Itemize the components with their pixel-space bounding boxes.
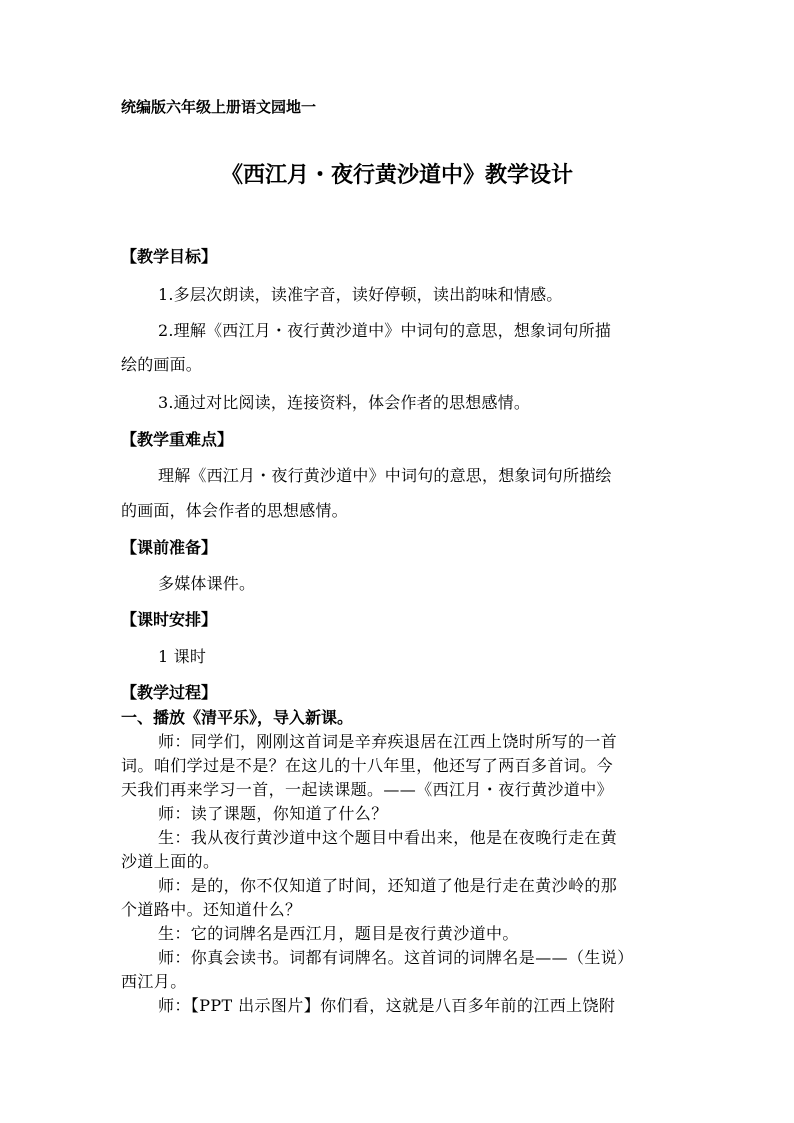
goals-heading: 【教学目标】 bbox=[121, 247, 218, 266]
process-line-5: 生：我从夜行黄沙道中这个题目中看出来，他是在夜晚行走在黄 bbox=[158, 828, 618, 847]
goal-item-2: 2.理解《西江月・夜行黄沙道中》中词句的意思，想象词句所描 bbox=[158, 321, 612, 340]
process-line-3: 天我们再来学习一首，一起读课题。——《西江月・夜行黄沙道中》 bbox=[121, 780, 614, 799]
process-line-10: 师：你真会读书。词都有词牌名。这首词的词牌名是——（生说） bbox=[158, 948, 634, 967]
preparation-heading: 【课前准备】 bbox=[121, 538, 218, 557]
process-line-9: 生：它的词牌名是西江月，题目是夜行黄沙道中。 bbox=[158, 924, 519, 943]
goal-item-3: 3.通过对比阅读，连接资料，体会作者的思想感情。 bbox=[158, 393, 531, 412]
schedule-heading: 【课时安排】 bbox=[121, 610, 218, 629]
process-line-6: 沙道上面的。 bbox=[121, 852, 220, 871]
schedule-text: 1 课时 bbox=[158, 647, 207, 666]
process-line-2: 词。咱们学过是不是？在这儿的十八年里，他还写了两百多首词。今 bbox=[121, 756, 614, 775]
process-heading: 【教学过程】 bbox=[121, 683, 218, 702]
goal-item-1: 1.多层次朗读，读准字音，读好停顿，读出韵味和情感。 bbox=[158, 285, 563, 304]
process-line-12: 师：【PPT 出示图片】你们看，这就是八百多年前的江西上饶附 bbox=[158, 996, 616, 1015]
preparation-text: 多媒体课件。 bbox=[158, 574, 256, 593]
process-line-11: 西江月。 bbox=[121, 972, 187, 991]
goal-item-2-cont: 绘的画面。 bbox=[121, 355, 203, 374]
page-title: 《西江月・夜行黄沙道中》教学设计 bbox=[220, 162, 573, 188]
process-line-1: 师：同学们，刚刚这首词是辛弃疾退居在江西上饶时所写的一首 bbox=[158, 732, 618, 751]
key-points-heading: 【教学重难点】 bbox=[121, 430, 234, 449]
process-line-4: 师：读了课题，你知道了什么？ bbox=[158, 804, 388, 823]
series-title: 统编版六年级上册语文园地一 bbox=[121, 98, 317, 116]
key-points-line-2: 的画面，体会作者的思想感情。 bbox=[121, 501, 348, 520]
process-step-1-title: 一、播放《清平乐》，导入新课。 bbox=[121, 708, 354, 727]
process-line-7: 师：是的，你不仅知道了时间，还知道了他是行走在黄沙岭的那 bbox=[158, 876, 618, 895]
key-points-line-1: 理解《西江月・夜行黄沙道中》中词句的意思，想象词句所描绘 bbox=[158, 466, 612, 485]
process-line-8: 个道路中。还知道什么？ bbox=[121, 900, 302, 919]
